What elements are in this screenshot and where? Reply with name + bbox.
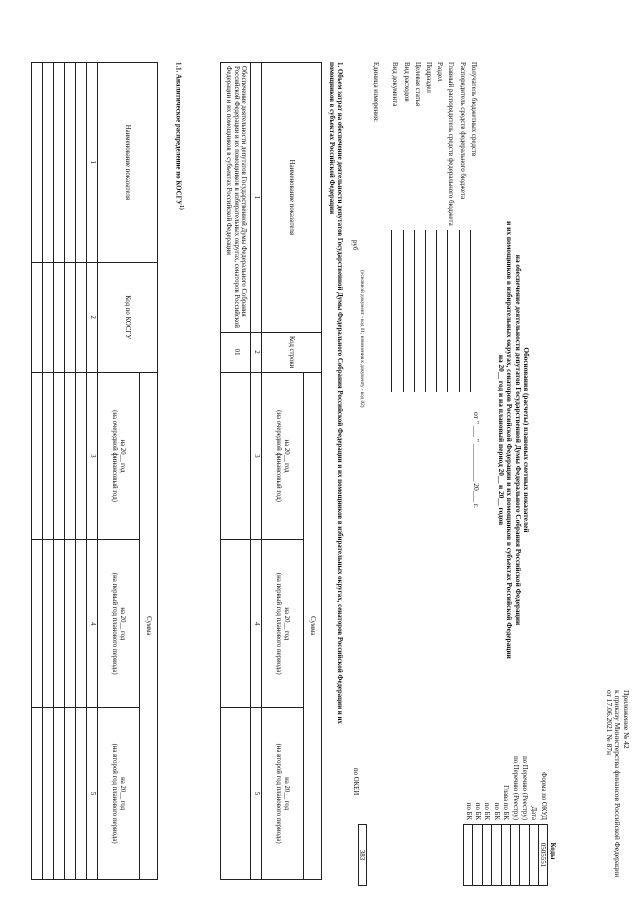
code-label: Форма по ОКУД bbox=[539, 772, 547, 820]
field-value-line[interactable] bbox=[403, 230, 411, 392]
t1-num-1: 1 bbox=[251, 63, 262, 333]
code-label: по Перечню (Реестру) bbox=[511, 756, 519, 820]
code-label: по БК bbox=[492, 802, 500, 820]
code-row bbox=[510, 708, 519, 888]
code-row bbox=[472, 708, 481, 888]
t2-cell[interactable] bbox=[65, 540, 76, 708]
t2-cell[interactable] bbox=[43, 708, 54, 880]
t2-num-5: 5 bbox=[87, 708, 98, 880]
code-value[interactable]: 0505551 bbox=[538, 824, 547, 886]
okei-row bbox=[358, 708, 367, 888]
t2-cell[interactable] bbox=[32, 708, 43, 880]
t2-cell[interactable] bbox=[76, 262, 87, 372]
code-row bbox=[491, 708, 500, 888]
code-value[interactable] bbox=[491, 824, 500, 886]
unit-value: руб bbox=[351, 240, 359, 251]
table-row bbox=[54, 63, 65, 880]
field-value-line[interactable] bbox=[470, 230, 478, 392]
t1-year-2: на 20__ год (на первый год планового периода) bbox=[262, 540, 304, 708]
field-value-line[interactable] bbox=[425, 230, 433, 392]
code-label: по БК bbox=[483, 802, 491, 820]
header-field bbox=[413, 62, 424, 392]
t2-cell[interactable] bbox=[54, 262, 65, 372]
header-field bbox=[424, 62, 435, 392]
unit-field bbox=[371, 62, 382, 392]
code-label: по БК bbox=[464, 802, 472, 820]
t2-cell[interactable] bbox=[54, 708, 65, 880]
t2-num-4: 4 bbox=[87, 540, 98, 708]
code-row bbox=[538, 708, 547, 888]
codes-table bbox=[358, 708, 557, 888]
code-row bbox=[529, 708, 538, 888]
field-value-line[interactable] bbox=[459, 230, 467, 392]
t2-cell[interactable] bbox=[43, 262, 54, 372]
code-value[interactable] bbox=[482, 824, 491, 886]
t2-year-1: на 20__ год (на очередной финансовый год) bbox=[98, 372, 140, 540]
t2-num-3: 3 bbox=[87, 372, 98, 540]
t1-year-1: на 20__ год (на очередной финансовый год) bbox=[262, 372, 304, 540]
field-value-line[interactable] bbox=[414, 230, 422, 392]
section-1-1-title: 1.1. Аналитическое распределение по КОСГУ$^{1)}$ bbox=[174, 62, 184, 210]
t2-cell[interactable] bbox=[76, 708, 87, 880]
table-row bbox=[65, 63, 76, 880]
document-title bbox=[496, 160, 530, 720]
t2-cell[interactable] bbox=[43, 540, 54, 708]
title-line-2: на обеспечение деятельности депутатов Государственной Думы Федерального Собрания Российской Федерации bbox=[513, 254, 523, 626]
code-label: Дата bbox=[530, 806, 538, 820]
t2-year-2: на 20__ год (на первый год планового периода) bbox=[98, 540, 140, 708]
header-field bbox=[458, 62, 469, 392]
header-field bbox=[391, 62, 402, 392]
t1-col-name: Наименование показателя bbox=[262, 63, 322, 333]
t2-cell[interactable] bbox=[54, 372, 65, 540]
t2-year-3: на 20__ год (на второй год планового периода) bbox=[98, 708, 140, 880]
title-line-3: и их помощников в избирательных округах, сенаторов Российской Федерации и их помощников в субъектах Российской Федерации bbox=[505, 221, 515, 659]
t1-num-4: 4 bbox=[251, 540, 262, 708]
title-line-4: на 20__ год и на плановый период 20__ и 20__ годов bbox=[496, 354, 506, 526]
t1-year-3: на 20__ год (на второй год планового периода) bbox=[262, 708, 304, 880]
annex-date: от 17.06.2021 № 87н bbox=[604, 690, 614, 755]
t1-col-sum: Сумма bbox=[304, 372, 322, 879]
t2-cell[interactable] bbox=[76, 540, 87, 708]
code-value[interactable] bbox=[510, 824, 519, 886]
t2-cell[interactable] bbox=[32, 262, 43, 372]
field-label: Целевая статья bbox=[413, 62, 421, 107]
t1-row-text: Обеспечение деятельности депутатов Государственной Думы Федерального Собрания Российской Федерации и их помощников в избирательных округах, сенаторов Российской Федерации и их помощников в субъектах Российской Федерации bbox=[221, 63, 251, 333]
footnote-mark: 1) bbox=[178, 205, 184, 210]
header-field bbox=[402, 62, 413, 392]
header-field bbox=[469, 62, 480, 392]
t2-cell[interactable] bbox=[43, 372, 54, 540]
t1-cell[interactable] bbox=[221, 540, 251, 708]
t2-cell[interactable] bbox=[76, 63, 87, 263]
code-label: по Перечню (Реестру) bbox=[521, 756, 529, 820]
code-value[interactable] bbox=[472, 824, 481, 886]
header-fields bbox=[371, 62, 480, 392]
okei-label: по ОКЕИ bbox=[352, 768, 359, 796]
t2-num-2: 2 bbox=[87, 262, 98, 372]
t2-cell[interactable] bbox=[65, 63, 76, 263]
field-label: Вид документа bbox=[391, 62, 399, 107]
t2-cell[interactable] bbox=[65, 708, 76, 880]
code-value[interactable] bbox=[501, 824, 510, 886]
table-row bbox=[221, 63, 251, 880]
section-1-title: 1. Объем затрат на обеспечение деятельности депутатов Государственной Думы Федерального Собрания Российской Федерации и их помощников в избирательных округах, сенаторов Российской Федерации и их помощников в субъектах Российской Федерации bbox=[328, 62, 343, 724]
code-row bbox=[501, 708, 510, 888]
annex-number: Приложение № 42 bbox=[622, 690, 631, 749]
t2-cell[interactable] bbox=[32, 540, 43, 708]
t2-cell[interactable] bbox=[65, 372, 76, 540]
header-field bbox=[435, 62, 446, 392]
t1-row-code: 01 bbox=[221, 332, 251, 372]
t2-cell[interactable] bbox=[54, 63, 65, 263]
table-row bbox=[32, 63, 43, 880]
code-row bbox=[519, 708, 528, 888]
field-label: Подраздел bbox=[425, 62, 432, 93]
field-value-line[interactable] bbox=[447, 230, 455, 392]
t1-num-2: 2 bbox=[251, 332, 262, 372]
t2-num-1: 1 bbox=[87, 63, 98, 263]
doc-kind-hint: (основной документ - код 01; изменения к документу - код 02) bbox=[359, 270, 365, 408]
header-field bbox=[446, 62, 457, 392]
t2-cell[interactable] bbox=[32, 63, 43, 263]
document-date: от " ___ " __________ 20___ г. bbox=[472, 412, 481, 508]
annex-order: к приказу Министерства финансов Российской Федерации bbox=[613, 690, 623, 878]
table-row bbox=[76, 63, 87, 880]
field-label: Главный распорядитель средств федерального бюджета bbox=[447, 62, 455, 226]
code-label: Глава по БК bbox=[502, 785, 510, 820]
field-value-line[interactable] bbox=[436, 230, 444, 392]
t1-num-5: 5 bbox=[251, 708, 262, 880]
annex-header bbox=[604, 690, 630, 890]
code-row bbox=[463, 708, 472, 888]
t2-col-name: Наименование показателя bbox=[98, 63, 158, 263]
t2-col-code: Код по КОСГУ bbox=[98, 262, 158, 372]
code-label: по БК bbox=[474, 802, 482, 820]
field-label: Получатель бюджетных средств bbox=[469, 62, 477, 157]
t1-col-code: Код строки bbox=[262, 332, 322, 372]
title-line-1: Обоснования (расчеты) плановых сметных показателей bbox=[522, 347, 531, 533]
t2-cell[interactable] bbox=[65, 262, 76, 372]
kosgu-table bbox=[31, 62, 158, 880]
code-value[interactable] bbox=[519, 824, 528, 886]
t1-cell[interactable] bbox=[221, 708, 251, 880]
unit-label: Единица измерения: bbox=[372, 62, 380, 122]
code-value[interactable] bbox=[529, 824, 538, 886]
field-label: Раздел bbox=[436, 62, 444, 82]
expenses-table bbox=[220, 62, 322, 880]
t1-cell[interactable] bbox=[221, 372, 251, 540]
okei-value[interactable]: 383 bbox=[358, 824, 367, 886]
t2-col-sum: Сумма bbox=[140, 372, 158, 879]
field-value-line[interactable] bbox=[392, 230, 400, 392]
t2-cell[interactable] bbox=[32, 372, 43, 540]
field-label: Распорядитель средств федерального бюджета bbox=[458, 62, 466, 200]
field-label: Вид расходов bbox=[402, 62, 410, 102]
codes-header: Коды bbox=[549, 842, 557, 860]
t1-num-3: 3 bbox=[251, 372, 262, 540]
t2-cell[interactable] bbox=[76, 372, 87, 540]
code-value[interactable] bbox=[463, 824, 472, 886]
t2-cell[interactable] bbox=[43, 63, 54, 263]
code-row bbox=[482, 708, 491, 888]
table-row bbox=[43, 63, 54, 880]
t2-cell[interactable] bbox=[54, 540, 65, 708]
